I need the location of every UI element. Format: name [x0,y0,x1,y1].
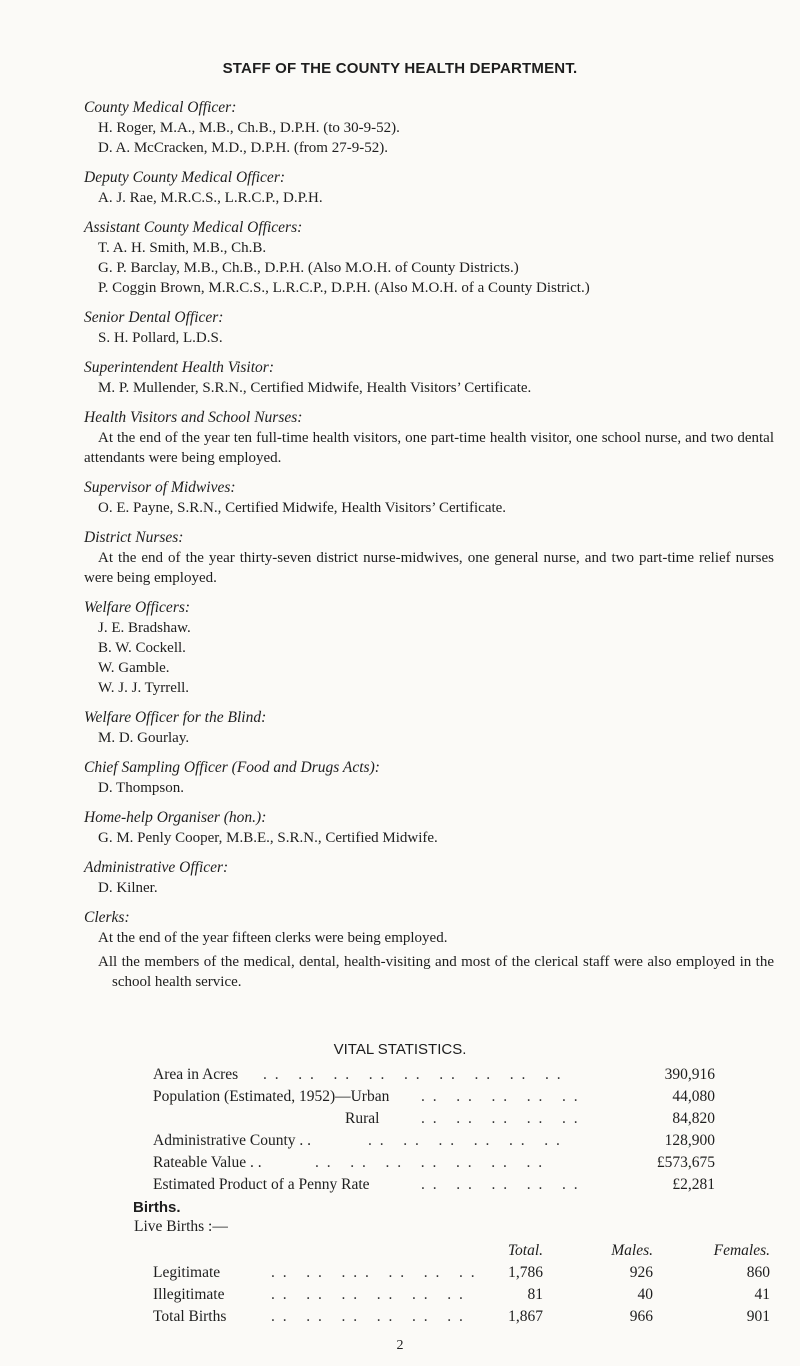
cell-total: 81 [527,1286,543,1303]
cell-males: 966 [629,1308,653,1325]
row-label: Total Births [153,1308,227,1325]
births-table [153,1240,793,1328]
table-row [153,1306,793,1328]
role-heading: Supervisor of Midwives: [84,479,236,496]
role-heading: Welfare Officers: [84,599,191,616]
role-heading: Welfare Officer for the Blind: [84,709,267,726]
staff-entry: B. W. Cockell. [98,640,186,656]
staff-entry: G. P. Barclay, M.B., Ch.B., D.P.H. (Also M.O.H. of County Districts.) [98,260,519,276]
stat-value: 44,080 [672,1088,715,1105]
births-heading: Births. [133,1199,181,1216]
staff-section [84,358,774,398]
staff-section [84,808,774,848]
staff-entry: W. Gamble. [98,660,170,676]
stat-row [153,1130,753,1152]
page-title: STAFF OF THE COUNTY HEALTH DEPARTMENT. [222,60,578,77]
cell-females: 901 [746,1308,770,1325]
stat-value: 128,900 [664,1132,715,1149]
staff-paragraph: At the end of the year fifteen clerks were being employed. [98,930,448,946]
leader-dots: . . . . . . . . . . . . . . [315,1154,545,1171]
stat-label: Population (Estimated, 1952)—Urban [153,1088,390,1105]
role-heading: Clerks: [84,909,130,926]
staff-entry: D. Kilner. [98,880,158,896]
role-heading: Assistant County Medical Officers: [84,219,303,236]
page-number: 2 [396,1338,404,1353]
staff-section [84,408,774,468]
role-heading: Health Visitors and School Nurses: [84,409,303,426]
table-row [153,1262,793,1284]
stat-value: 390,916 [664,1066,715,1083]
role-heading: Senior Dental Officer: [84,309,224,326]
leader-dots: . . . . . . . . . . . . [368,1132,562,1149]
stat-label: Estimated Product of a Penny Rate [153,1176,370,1193]
staff-section [84,528,774,588]
leader-dots: . . . . . . . . . . . . . . . . . . [263,1066,563,1083]
staff-entry: P. Coggin Brown, M.R.C.S., L.R.C.P., D.P.H. (Also M.O.H. of a County District.) [98,280,590,296]
cell-males: 40 [637,1286,653,1303]
staff-section [84,478,774,518]
row-label: Illegitimate [153,1286,225,1303]
staff-entry: T. A. H. Smith, M.B., Ch.B. [98,240,267,256]
stat-row [153,1086,753,1108]
role-heading: Superintendent Health Visitor: [84,359,274,376]
role-heading: District Nurses: [84,529,184,546]
stat-label: Area in Acres [153,1066,239,1083]
role-heading: Home-help Organiser (hon.): [84,809,267,826]
staff-entry: G. M. Penly Cooper, M.B.E., S.R.N., Certified Midwife. [98,830,438,846]
role-heading: Administrative Officer: [84,859,229,876]
stat-label: Rateable Value . . [153,1154,262,1171]
role-heading: Deputy County Medical Officer: [84,169,286,186]
stat-value: 84,820 [672,1110,715,1127]
column-header-males: Males. [611,1242,653,1259]
staff-entry: D. A. McCracken, M.D., D.P.H. (from 27-9-52). [98,140,388,156]
staff-entry: W. J. J. Tyrrell. [98,680,190,696]
cell-total: 1,786 [508,1264,543,1281]
stat-row [153,1108,753,1130]
table-row [153,1284,793,1306]
stat-value: £573,675 [656,1154,715,1171]
staff-section [84,758,774,798]
cell-females: 41 [754,1286,770,1303]
leader-dots: . . . . . . . . . . . . [271,1308,465,1325]
staff-section [84,908,774,948]
births-header-row [153,1240,793,1262]
role-heading: County Medical Officer: [84,99,237,116]
staff-section [84,218,774,298]
live-births-heading: Live Births :— [134,1218,228,1235]
cell-females: 860 [746,1264,770,1281]
staff-section [84,858,774,898]
role-heading: Chief Sampling Officer (Food and Drugs Acts): [84,759,380,776]
staff-entry: H. Roger, M.A., M.B., Ch.B., D.P.H. (to 30-9-52). [98,120,400,136]
row-label: Legitimate [153,1264,221,1281]
stat-label: Administrative County . . [153,1132,312,1149]
staff-entry: S. H. Pollard, L.D.S. [98,330,223,346]
stat-label: Rural [345,1110,380,1127]
cell-males: 926 [629,1264,653,1281]
staff-entry: O. E. Payne, S.R.N., Certified Midwife, Health Visitors’ Certificate. [98,500,507,516]
staff-section [84,168,774,208]
staff-section [84,708,774,748]
staff-entry: M. P. Mullender, S.R.N., Certified Midwife, Health Visitors’ Certificate. [98,380,532,396]
stat-row [153,1152,753,1174]
staff-section [84,598,774,698]
staff-entry: D. Thompson. [98,780,184,796]
leader-dots: . . . . . . . . . . [421,1176,580,1193]
stat-value: £2,281 [672,1176,715,1193]
staff-section [84,98,774,158]
vital-statistics-table [153,1064,753,1196]
stat-row [153,1064,753,1086]
staff-entry: J. E. Bradshaw. [98,620,191,636]
column-header-females: Females. [713,1242,770,1259]
cell-total: 1,867 [508,1308,543,1325]
staff-entry: A. J. Rae, M.R.C.S., L.R.C.P., D.P.H. [98,190,323,206]
leader-dots: . . . . . . . . . . . . . [271,1264,477,1281]
staff-section [84,308,774,348]
leader-dots: . . . . . . . . . . . . [271,1286,465,1303]
stat-row [153,1174,753,1196]
staff-list [84,98,774,992]
staff-paragraph: At the end of the year ten full-time health visitors, one part-time health visitor, one school nurse, and two dental attendants were being employed. [84,430,774,466]
vital-statistics-title: VITAL STATISTICS. [333,1041,467,1058]
leader-dots: . . . . . . . . . . [421,1088,580,1105]
staff-paragraph: At the end of the year thirty-seven district nurse-midwives, one general nurse, and two part-time relief nurses were being employed. [84,550,774,586]
closing-paragraph: All the members of the medical, dental, health-visiting and most of the clerical staff were also employed in the school health service. [98,954,774,990]
leader-dots: . . . . . . . . . . [421,1110,580,1127]
staff-entry: M. D. Gourlay. [98,730,190,746]
column-header-total: Total. [507,1242,543,1259]
